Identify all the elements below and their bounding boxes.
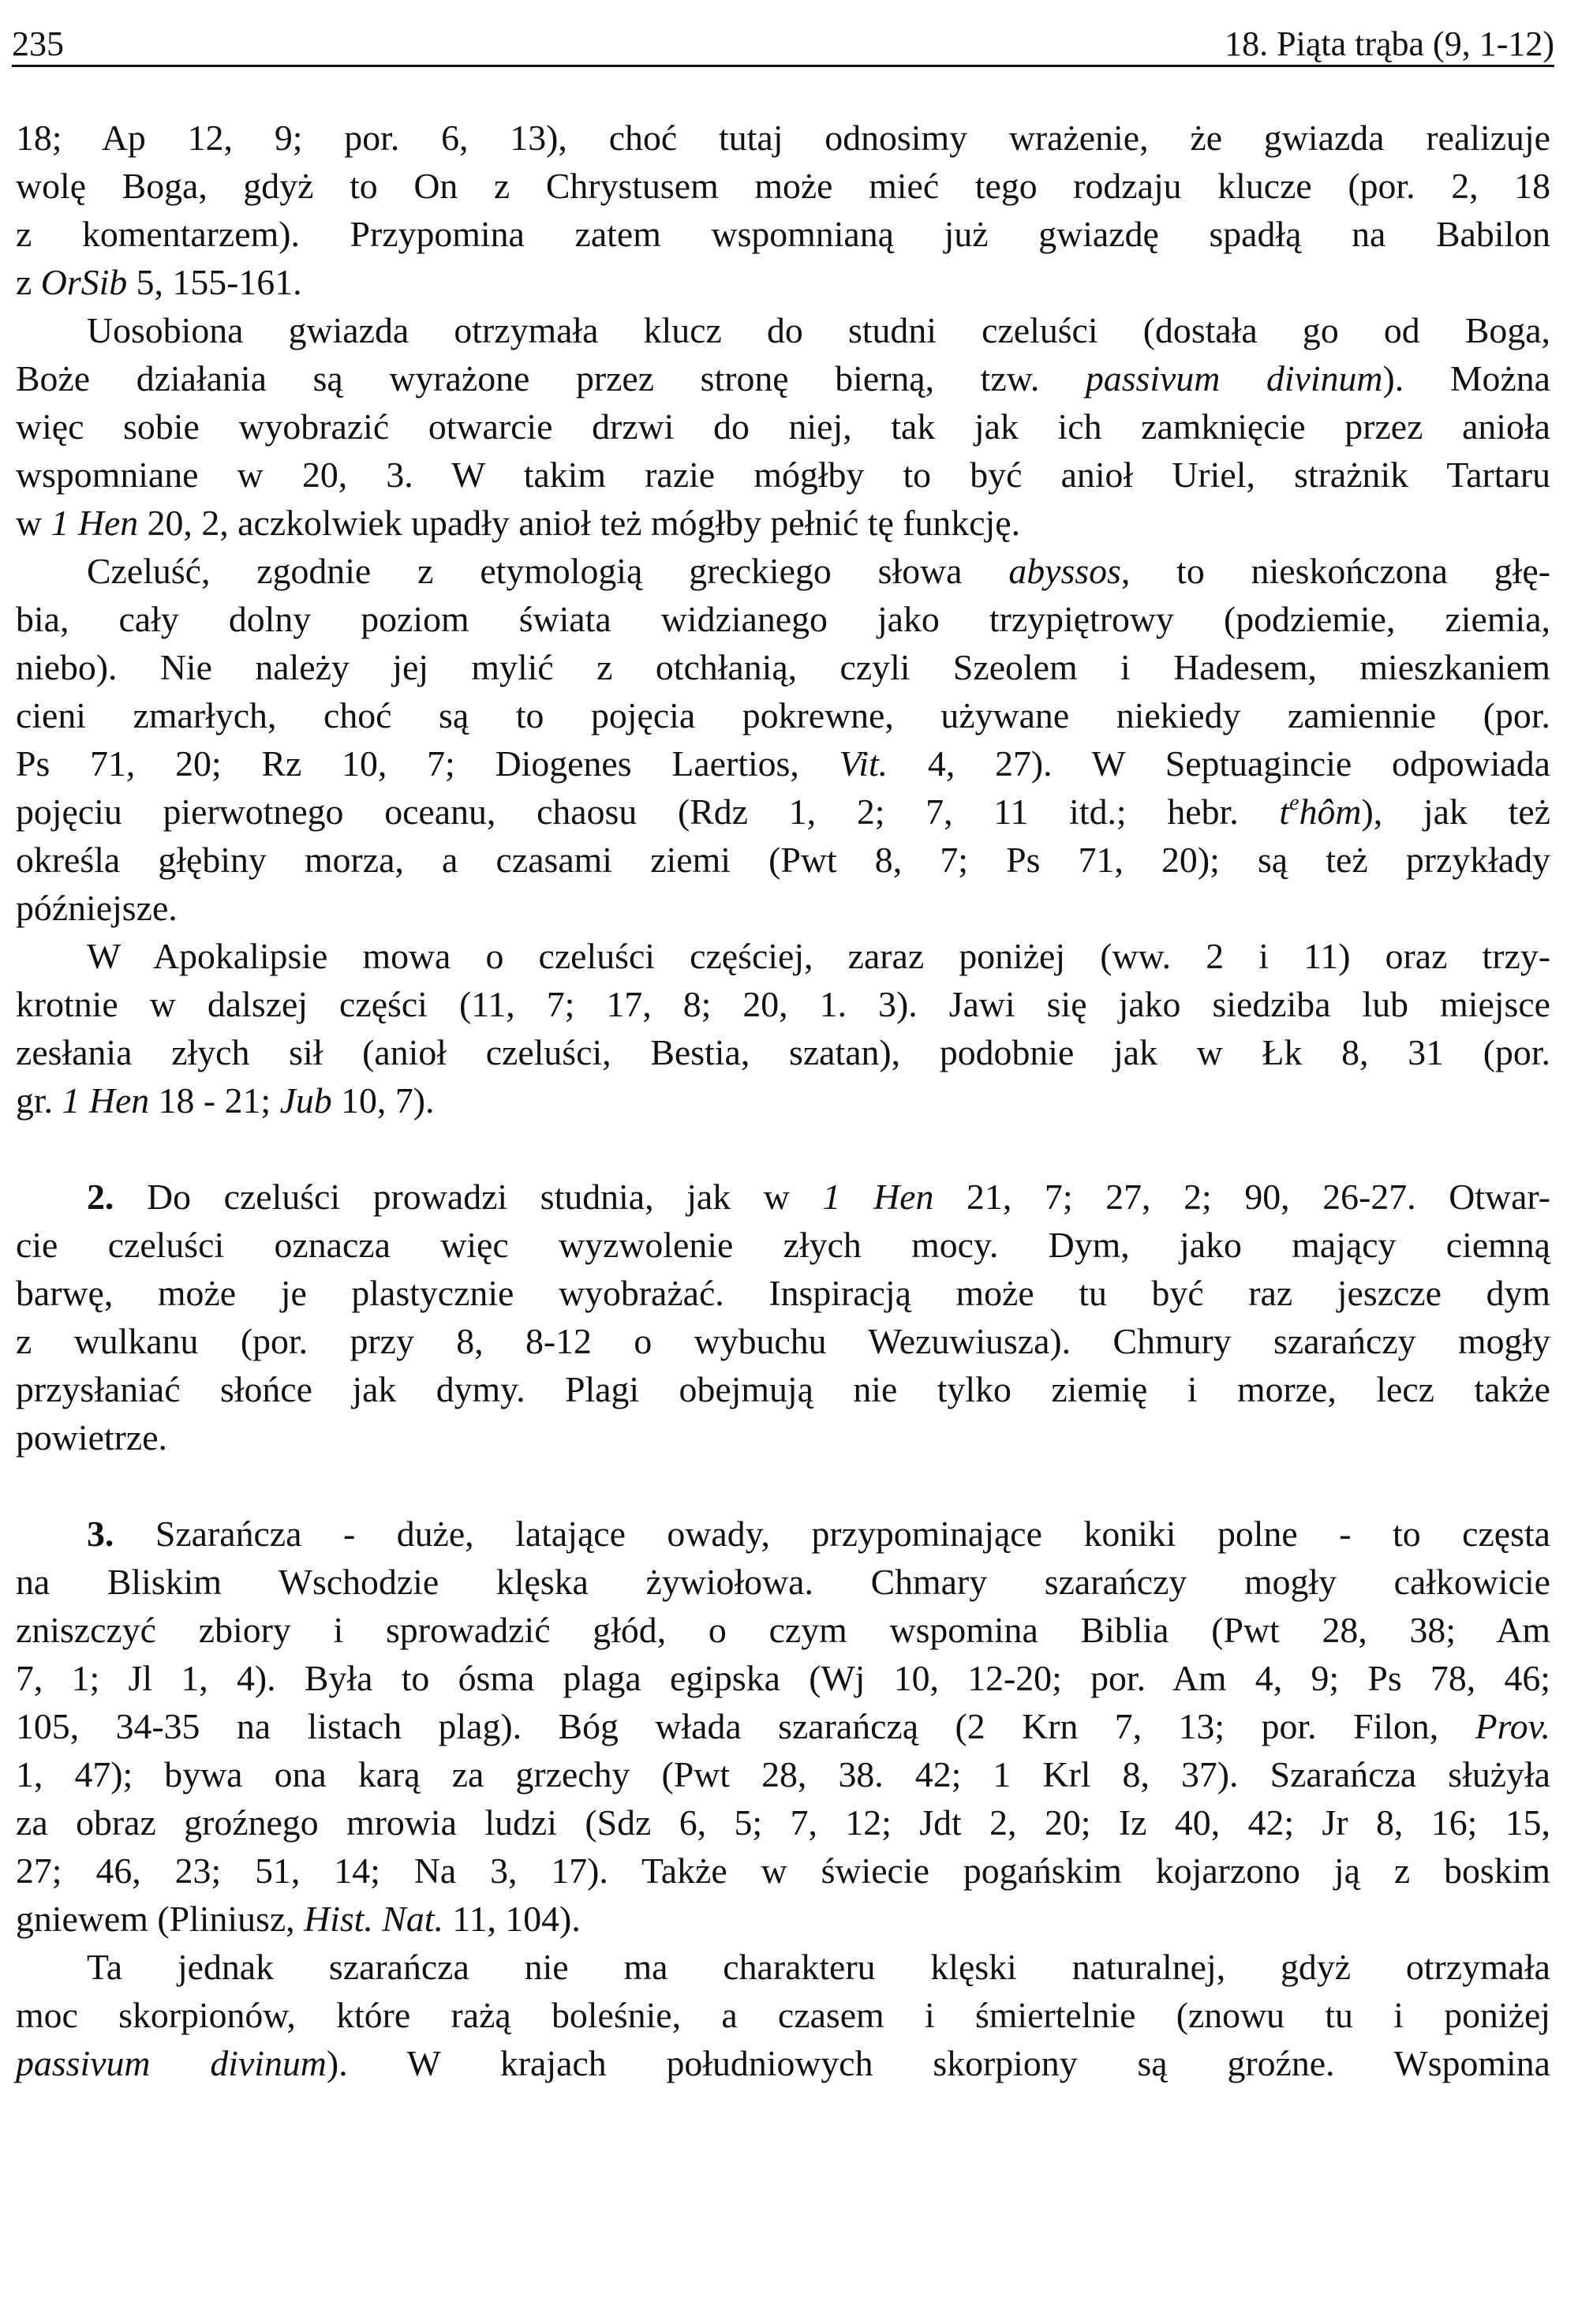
text-run: w [16, 503, 51, 543]
text-run: Czeluść, zgodnie z etymologią greckiego słowa [87, 551, 1009, 591]
text-line: z wulkanu (por. przy 8, 8-12 o wybuchu Wezuwiusza). Chmury szarańczy mogły [16, 1321, 1550, 1361]
paragraph-gap [16, 1461, 1550, 1510]
text-line: za obraz groźnego mrowia ludzi (Sdz 6, 5; 7, 12; Jdt 2, 20; Iz 40, 42; Jr 8, 16; 15, [16, 1802, 1550, 1843]
text-run: 11, 104). [443, 1899, 581, 1939]
text-run: z [16, 262, 41, 302]
text-line [16, 499, 1550, 547]
text-line: bia, cały dolny poziom świata widzianego jako trzypiętrowy (podziemie, ziemia, [16, 599, 1550, 639]
text-line: przysłaniać słońce jak dymy. Plagi obejmują nie tylko ziemię i morze, lecz także [16, 1369, 1550, 1409]
text-line: na Bliskim Wschodzie klęska żywiołowa. Chmary szarańczy mogły całkowicie [16, 1562, 1550, 1602]
text-line: barwę, może je plastycznie wyobrażać. Inspiracją może tu być raz jeszcze dym [16, 1273, 1550, 1313]
text-line: Ta jednak szarańcza nie ma charakteru klęski naturalnej, gdyż otrzymała [87, 1947, 1550, 1987]
text-line: określa głębiny morza, a czasami ziemi (Pwt 8, 7; Ps 71, 20); są też przykłady [16, 840, 1550, 880]
text-line: powietrze. [16, 1417, 167, 1458]
superscript: e [1289, 791, 1299, 815]
text-run: 10, 7). [331, 1080, 435, 1121]
text-run: pojęciu pierwotnego oceanu, chaosu (Rdz 1, 2; 7, 11 itd.; hebr. [16, 792, 1280, 832]
body-text [16, 114, 1550, 2087]
text-line: niebo). Nie należy jej mylić z otchłanią, czyli Szeolem i Hadesem, mieszkaniem [16, 647, 1550, 687]
text-run: Boże działania są wyrażone przez stronę bierną, tzw. [16, 358, 1086, 399]
text-line: cieni zmarłych, choć są to pojęcia pokrewne, używane niekiedy zamiennie (por. [16, 695, 1550, 735]
text-run: , to nieskończona głę- [1120, 551, 1550, 591]
text-line: W Apokalipsie mowa o czeluści częściej, zaraz poniżej (ww. 2 i 11) oraz trzy- [87, 936, 1550, 976]
text-line [16, 547, 1550, 595]
text-run: gr. [16, 1080, 62, 1121]
text-run: Do czeluści prowadzi studnia, jak w [114, 1177, 823, 1217]
italic-reference: Hist. Nat. [304, 1899, 443, 1939]
text-run: ). W krajach południowych skorpiony są groźne. Wspomina [326, 2043, 1550, 2083]
text-line [16, 354, 1550, 402]
paragraph-gap [16, 1125, 1550, 1173]
verse-number: 2. [87, 1177, 114, 1217]
text-line [16, 1173, 1550, 1221]
text-line: 27; 46, 23; 51, 14; Na 3, 17). Także w świecie pogańskim kojarzono ją z boskim [16, 1851, 1550, 1891]
text-line: krotnie w dalszej części (11, 7; 17, 8; 20, 1. 3). Jawi się jako siedziba lub miejsce [16, 984, 1550, 1024]
italic-reference: Vit. [839, 743, 888, 784]
text-line: 18; Ap 12, 9; por. 6, 13), choć tutaj odnosimy wrażenie, że gwiazda realizuje [16, 118, 1550, 158]
text-line: 7, 1; Jl 1, 4). Była to ósma plaga egipska (Wj 10, 12-20; por. Am 4, 9; Ps 78, 46; [16, 1658, 1550, 1698]
text-line [16, 1510, 1550, 1558]
text-line: zniszczyć zbiory i sprowadzić głód, o czym wspomina Biblia (Pwt 28, 38; Am [16, 1610, 1550, 1650]
text-line [16, 1076, 1550, 1125]
text-run: Ps 71, 20; Rz 10, 7; Diogenes Laertios, [16, 743, 839, 784]
text-run: 21, 7; 27, 2; 90, 26-27. Otwar- [933, 1177, 1551, 1217]
verse-number: 3. [87, 1514, 114, 1554]
italic-reference: 1 Hen [50, 503, 139, 543]
text-line [16, 1702, 1550, 1750]
text-run: 20, 2, aczkolwiek upadły anioł też mógłby pełnić tę funkcję. [138, 503, 1021, 543]
text-line: wspomniane w 20, 3. W takim razie mógłby to być anioł Uriel, strażnik Tartaru [16, 455, 1550, 495]
italic-term: passivum divinum [16, 2043, 327, 2083]
text-line [16, 1895, 1550, 1943]
text-run: gniewem (Pliniusz, [16, 1899, 305, 1939]
text-line: późniejsze. [16, 888, 178, 928]
text-line: z komentarzem). Przypomina zatem wspomnianą już gwiazdę spadłą na Babilon [16, 214, 1550, 254]
text-run: 4, 27). W Septuagincie odpowiada [888, 743, 1551, 784]
text-run: ). Można [1382, 358, 1550, 399]
text-line: moc skorpionów, które rażą boleśnie, a czasem i śmiertelnie (znowu tu i poniżej [16, 1995, 1550, 2035]
italic-term: abyssos [1008, 551, 1121, 591]
running-title: 18. Piąta trąba (9, 1-12) [1225, 24, 1554, 63]
running-header [12, 24, 1554, 67]
italic-reference: Jub [279, 1080, 332, 1121]
text-run: 18 - 21; [149, 1080, 280, 1121]
italic-term [1279, 792, 1361, 832]
text-line: więc sobie wyobrazić otwarcie drzwi do niej, tak jak ich zamknięcie przez anioła [16, 406, 1550, 447]
italic-reference: 1 Hen [62, 1080, 150, 1121]
text-run: 105, 34-35 na listach plag). Bóg włada szarańczą (2 Krn 7, 13; por. Filon, [16, 1706, 1475, 1746]
text-line: cie czeluści oznacza więc wyzwolenie złych mocy. Dym, jako mający ciemną [16, 1225, 1550, 1265]
text-line: 1, 47); bywa ona karą za grzechy (Pwt 28, 38. 42; 1 Krl 8, 37). Szarańcza służyła [16, 1754, 1550, 1794]
italic-reference: 1 Hen [822, 1177, 934, 1217]
text-line [16, 739, 1550, 788]
italic-term: passivum divinum [1085, 358, 1383, 399]
italic-reference: Prov. [1475, 1706, 1550, 1746]
text-line [16, 258, 1550, 306]
text-run: Szarańcza - duże, latające owady, przypominające koniki polne - to częsta [114, 1514, 1550, 1554]
text-line [16, 788, 1550, 836]
text-line: wolę Boga, gdyż to On z Chrystusem może mieć tego rodzaju klucze (por. 2, 18 [16, 166, 1550, 206]
text-run: 5, 155-161. [127, 262, 302, 302]
text-run: t [1279, 792, 1290, 832]
page-number: 235 [12, 24, 64, 63]
text-run: ), jak też [1361, 792, 1550, 832]
text-line: zesłania złych sił (anioł czeluści, Bestia, szatan), podobnie jak w Łk 8, 31 (por. [16, 1032, 1550, 1072]
italic-reference: OrSib [40, 262, 128, 302]
text-run: hôm [1299, 792, 1362, 832]
text-line [16, 2039, 1550, 2087]
text-line: Uosobiona gwiazda otrzymała klucz do studni czeluści (dostała go od Boga, [87, 310, 1550, 350]
